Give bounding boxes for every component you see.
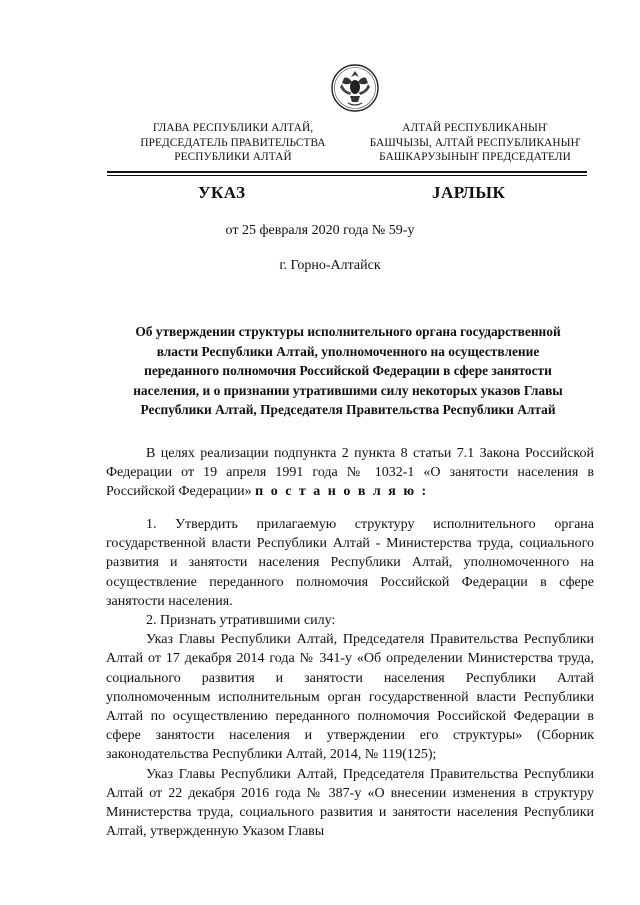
header-right-line: БАШКАРУЗЫНЫҤ ПРЕДСЕДАТЕЛИ (379, 151, 571, 163)
preamble-text: В целях реализации подпункта 2 пункта 8 статьи 7.1 Закона Российской Федерации от 19 апреля 1991 года № 1032-1 «О занятости населения в Российской Федерации» (106, 446, 594, 500)
item-paragraph: 1. Утвердить прилагаемую структуру исполнительного органа государственной власти Республики Алтай - Министерства труда, социального развития и занятости населения Республики Алтай, уполномоченного на осуществление переданного полномочия Российской Федерации в сфере занятости населения. (106, 517, 594, 609)
heading-line: Об утверждении структуры исполнительного органа государственной (135, 324, 561, 339)
decree-heading (106, 322, 590, 420)
header-divider-thick (107, 171, 587, 173)
decree-city: г. Горно-Алтайск (279, 258, 381, 273)
preamble-paragraph (106, 444, 594, 502)
item-paragraph: Указ Главы Республики Алтай, Председателя Правительства Республики Алтай от 17 декабря 2014 года № 341-у «Об определении Министерства труда, социального развития и занятости населения Республики Алтай уполномоченным исполнительным орган государственной власти Республики Алтай по осуществлению переданного полномочия Российской Федерации в сфере занятости населения и утверждении его структуры» (Сборник законодательства Республики Алтай, 2014, № 119(125); (106, 632, 594, 763)
item-paragraph: 2. Признать утратившими силу: (146, 613, 336, 629)
header-right-line: БАШЧЫЗЫ, АЛТАЙ РЕСПУБЛИКАНЫҤ (369, 136, 581, 149)
header-right-block (350, 121, 600, 165)
decree-title-russian: УКАЗ (198, 183, 246, 202)
decree-title-altai: JАРЛЫК (432, 183, 506, 202)
heading-line: переданного полномочия Российской Федерации в сфере занятости (144, 363, 552, 378)
coat-of-arms-emblem (330, 62, 380, 114)
decree-items (106, 515, 594, 841)
header-left-line: ГЛАВА РЕСПУБЛИКИ АЛТАЙ, (152, 122, 314, 134)
heading-line: населения, и о признании утратившими силу некоторых указов Главы (133, 382, 563, 398)
header-right-line: АЛТАЙ РЕСПУБЛИКАНЫҤ (402, 122, 548, 134)
heading-line: власти Республики Алтай, уполномоченного на осуществление (156, 343, 540, 359)
header-left-block (108, 121, 358, 165)
heading-line: Республики Алтай, Председателя Правительства Республики Алтай (140, 402, 556, 417)
decree-date: от 25 февраля 2020 года № 59-у (225, 223, 415, 238)
header-divider-thin (107, 175, 587, 176)
decree-word: п о с т а н о в л я ю : (255, 484, 429, 500)
header-left-line: РЕСПУБЛИКИ АЛТАЙ (174, 151, 292, 163)
header-left-line: ПРЕДСЕДАТЕЛЬ ПРАВИТЕЛЬСТВА (140, 136, 326, 149)
item-paragraph: Указ Главы Республики Алтай, Председателя Правительства Республики Алтай от 22 декабря 2016 года № 387-у «О внесении изменения в структуру Министерства труда, социального развития и занятости населения Республики Алтай, утвержденную Указом Главы (106, 766, 594, 840)
